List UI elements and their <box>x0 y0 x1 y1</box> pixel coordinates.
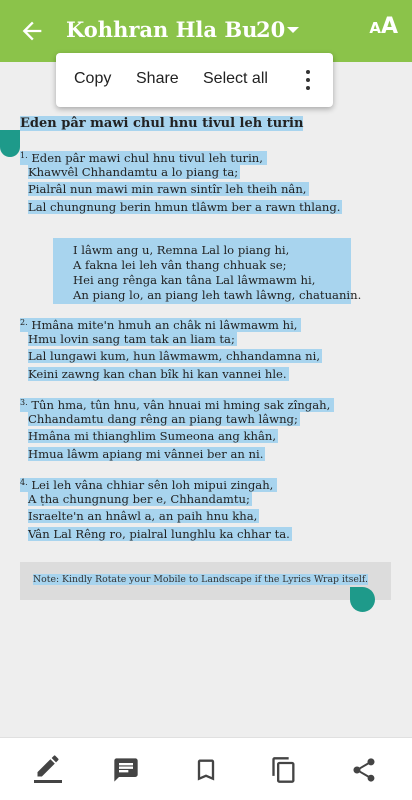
stanza-2: $^{2.}$ Hmâna mite'n hmuh an châk ni lâwmawm hi, Hmu lovin sang tam tak an liam ta; Lal lungawi kum, hun lâwmawm, chhandamna ni, Keini zawng kan chan bîk hi kan vannei hle. <box>20 318 321 381</box>
chorus: I lâwm ang u, Remna Lal lo piang hi, A fakna lei leh vân thang chhuak se; Hei ang rênga kan tâna Lal lâwmawm hi, An piang lo, an piang leh tawh lâwng, chatuanin. <box>53 238 351 304</box>
font-size-icon[interactable]: AA <box>369 14 398 39</box>
select-all-button[interactable]: Select all <box>203 70 268 87</box>
song-title: Eden pâr mawi chul hnu tivul leh turin <box>20 116 304 131</box>
dropdown-caret-icon[interactable] <box>287 27 299 33</box>
comment-icon[interactable] <box>112 756 140 784</box>
copy-icon[interactable] <box>270 756 298 784</box>
selection-end-handle[interactable] <box>350 587 375 612</box>
more-vert-icon[interactable] <box>299 70 317 90</box>
copy-button[interactable]: Copy <box>74 70 112 87</box>
selection-start-handle[interactable] <box>0 130 20 157</box>
share-button[interactable]: Share <box>136 70 179 87</box>
stanza-4: $^{4.}$ Lei leh vâna chhiar sên loh mipui zingah, A ṭha chungnung ber e, Chhandamtu; Israelte'n an hnâwl a, an paih hnu kha, Vân Lal Rêng ro, pialral lunghlu ka chhar ta. <box>20 478 290 541</box>
edit-icon[interactable] <box>34 752 62 780</box>
share-icon[interactable] <box>350 756 378 784</box>
rotate-note-box <box>20 562 391 600</box>
stanza-3: $^{3.}$ Tûn hma, tûn hnu, vân hnuai mi hming sak zîngah, Chhandamtu dang rêng an piang tawh lâwng; Hmâna mi thianghlim Sumeona ang khân, Hmua lâwm apiang mi vânnei ber an ni. <box>20 394 334 463</box>
text-selection-menu <box>56 53 333 107</box>
edit-underline <box>34 780 62 783</box>
bookmark-icon[interactable] <box>192 756 220 784</box>
rotate-note: Note: Kindly Rotate your Mobile to Landscape if the Lyrics Wrap itself. <box>33 574 368 585</box>
song-number[interactable]: 20 <box>256 17 286 42</box>
stanza-1: $^{1.}$ Eden pâr mawi chul hnu tivul leh turin, Khawvêl Chhandamtu a lo piang ta; Pialrâl nun mawi min rawn sintîr leh theih nân, Lal chungnung berin hmun tlâwm ber a rawn thlang. <box>20 151 341 214</box>
bottom-toolbar <box>0 737 412 800</box>
song-book-title[interactable]: Kohhran Hla Bu <box>66 17 258 42</box>
arrow-back-icon[interactable] <box>18 17 46 45</box>
